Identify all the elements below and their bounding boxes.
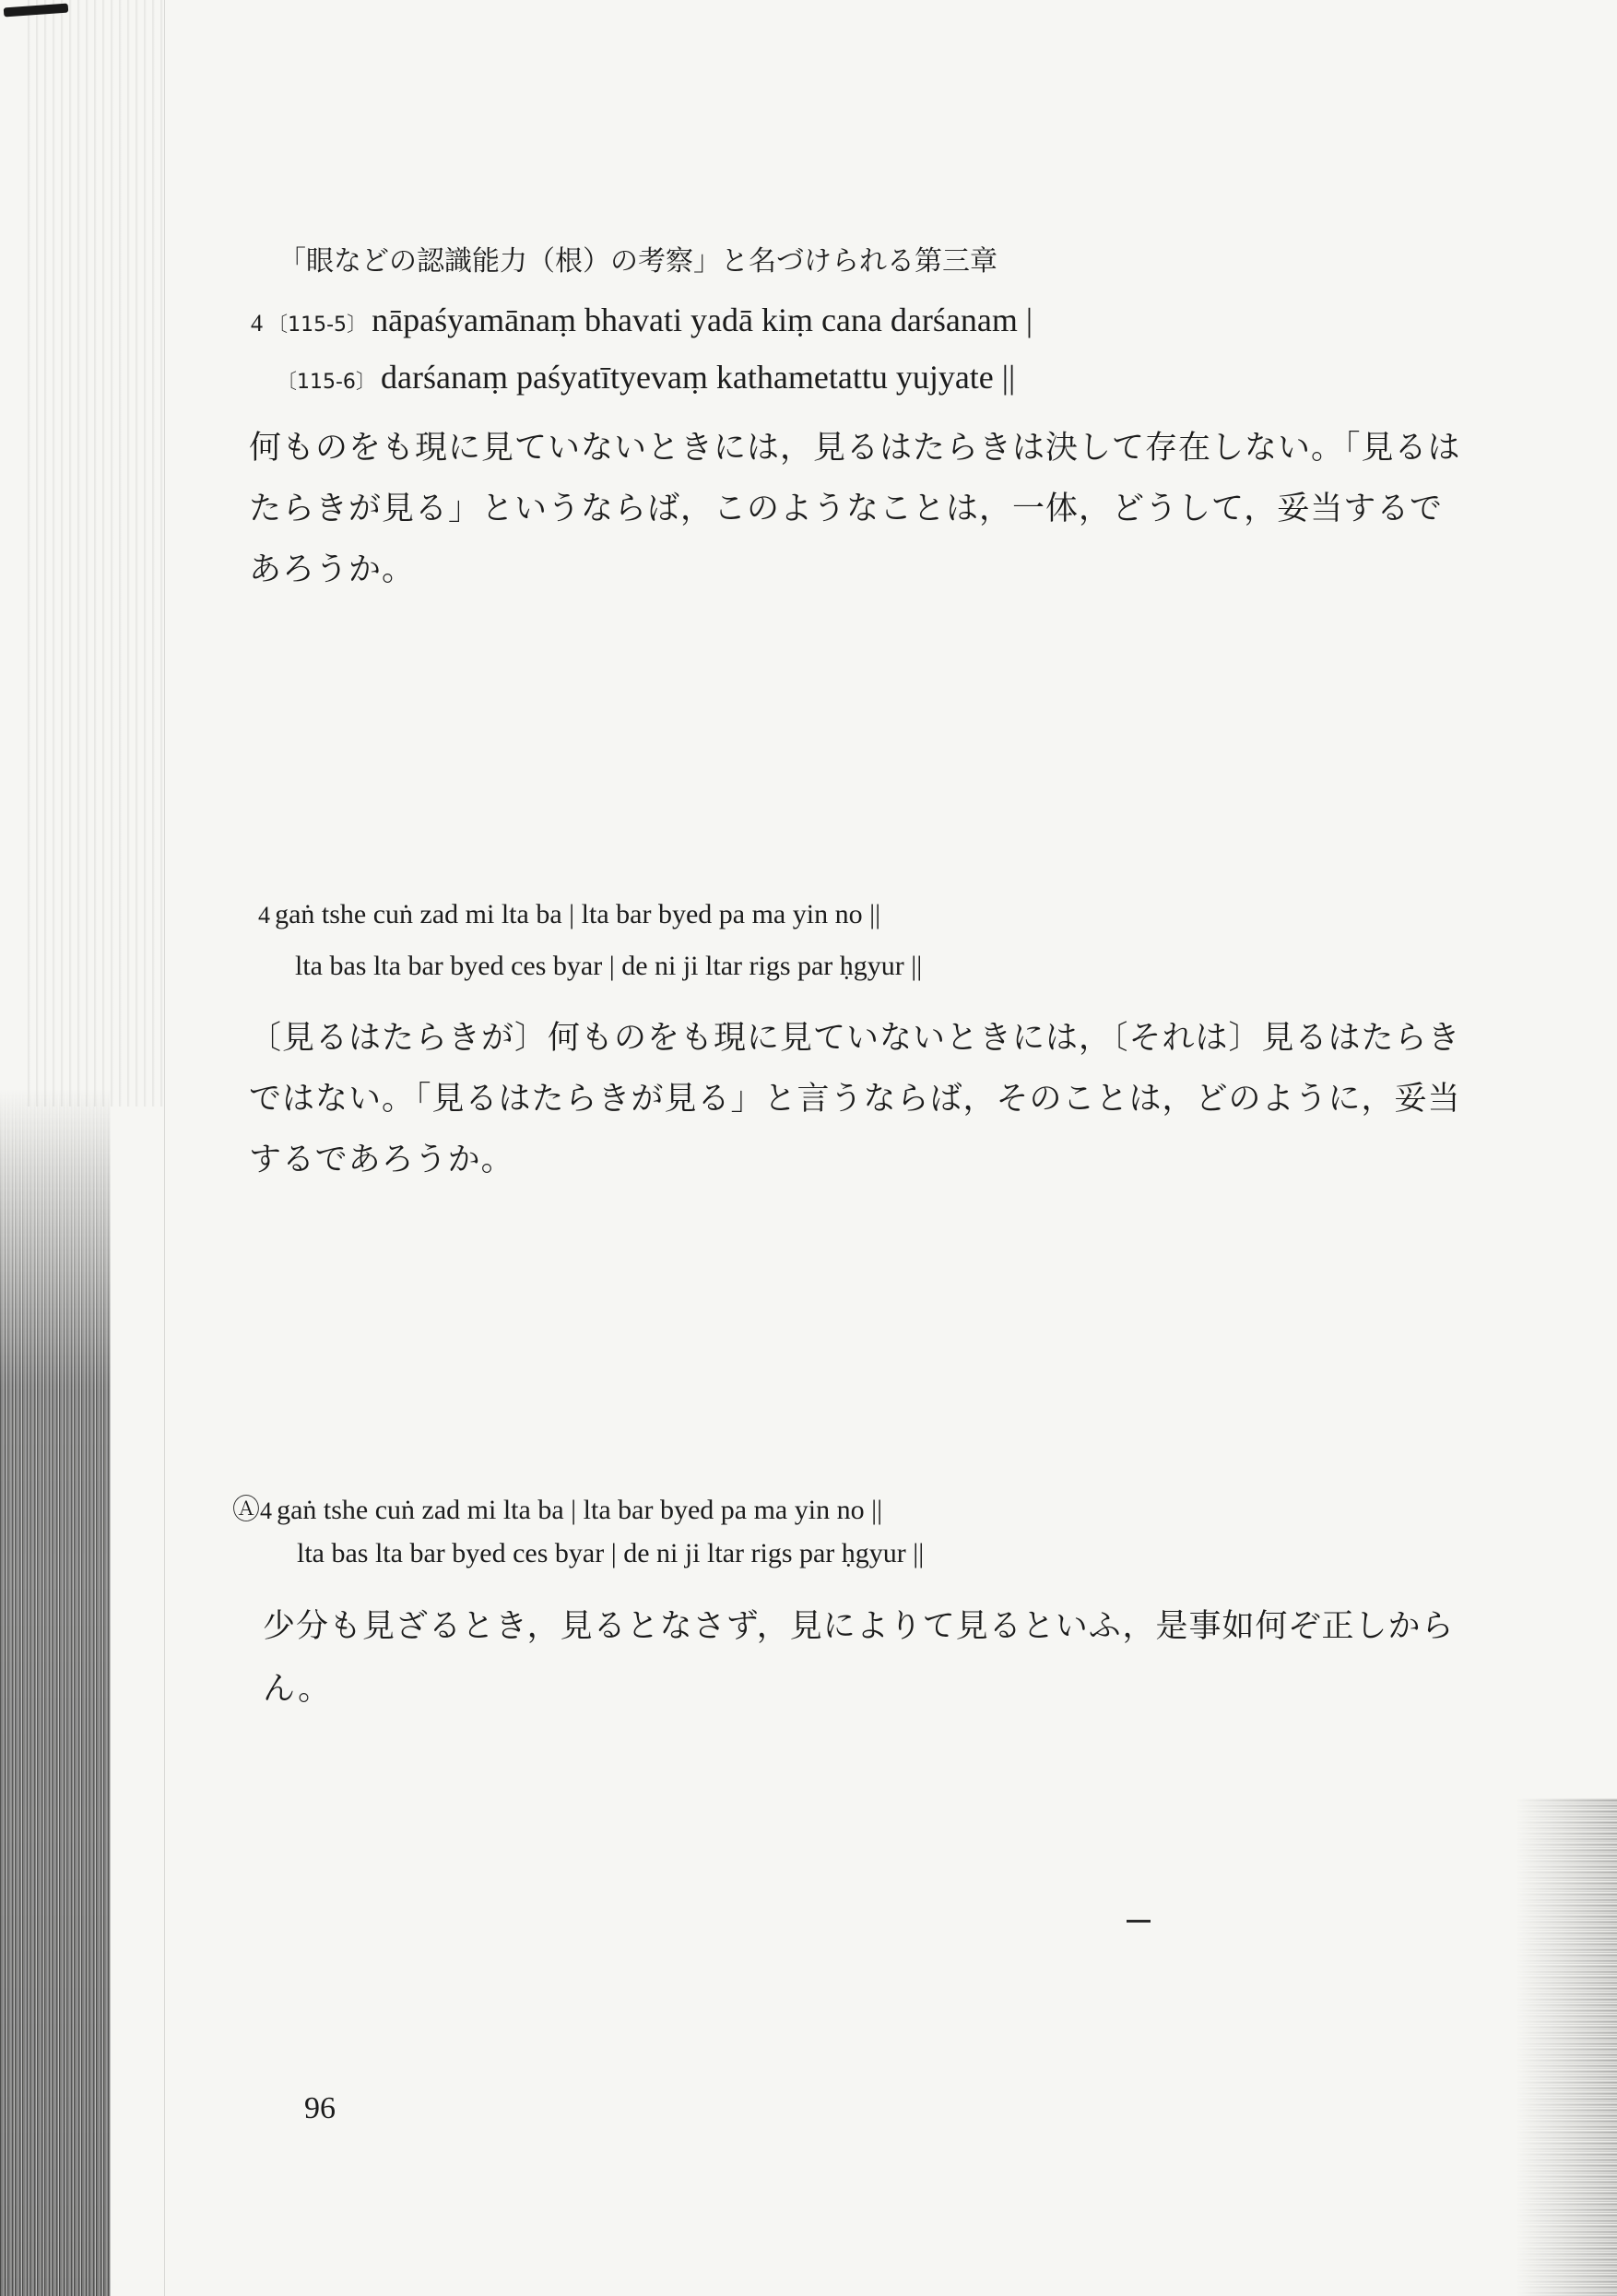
tibetan-verse-line-2: lta bas lta bar byed ces byar | de ni ji ltar rigs par ḥgyur || — [295, 951, 923, 981]
tibetan-translation-line-1: 〔見るはたらきが〕何ものをも現に見ていないときには，〔それは〕見るはたらき — [249, 1020, 1461, 1057]
akutobhaya-verse-line-2: lta bas lta bar byed ces byar | de ni ji ltar rigs par ḥgyur || — [297, 1538, 925, 1568]
page-number: 96 — [304, 2091, 336, 2125]
akutobhaya-translation-line-2: ん。 — [263, 1671, 332, 1708]
sanskrit-text: nāpaśyamānaṃ bhavati yadā kiṃ cana darśanam | — [372, 302, 1033, 338]
sanskrit-translation-line-3: あろうか。 — [249, 551, 416, 588]
verse-number: 4 — [258, 902, 270, 929]
akutobhaya-text: gaṅ tshe cuṅ zad mi lta ba | lta bar byed pa ma yin no || — [277, 1495, 883, 1525]
akutobhaya-marker: Ⓐ — [232, 1495, 260, 1525]
tibetan-verse-line-1 — [258, 899, 880, 930]
tibetan-translation-line-3: するであろうか。 — [249, 1142, 514, 1178]
scan-fold-line — [164, 0, 165, 2296]
akutobhaya-translation-line-1: 少分も見ざるとき，見るとなさず，見によりて見るといふ，是事如何ぞ正しから — [263, 1608, 1455, 1645]
tibetan-text: gaṅ tshe cuṅ zad mi lta ba | lta bar byed pa ma yin no || — [275, 899, 881, 929]
akutobhaya-verse-line-1 — [232, 1486, 882, 1527]
verse-reference: 〔115-6〕 — [277, 371, 376, 394]
sanskrit-translation-line-1: 何ものをも現に見ていないときには，見るはたらきは決して存在しない。「見るは — [249, 430, 1461, 467]
sanskrit-verse-line-2 — [277, 358, 1015, 396]
scan-binding-shadow — [28, 0, 166, 1107]
verse-number: 4 — [251, 310, 263, 337]
sanskrit-text: darśanaṃ paśyatītyevaṃ kathametattu yujyate || — [381, 359, 1016, 396]
scan-stray-mark — [1127, 1920, 1151, 1923]
scan-edge-noise — [1516, 1798, 1617, 2296]
verse-number: 4 — [260, 1497, 272, 1524]
chapter-heading: 「眼などの認識能力（根）の考察」と名づけられる第三章 — [278, 245, 997, 278]
sanskrit-translation-line-2: たらきが見る」というならば，このようなことは，一体，どうして，妥当するで — [249, 491, 1443, 527]
verse-reference: 〔115-5〕 — [267, 314, 368, 337]
scan-binding-edge — [0, 1088, 111, 2296]
tibetan-translation-line-2: ではない。「見るはたらきが見る」と言うならば，そのことは，どのように，妥当 — [249, 1081, 1461, 1118]
sanskrit-verse-line-1 — [251, 301, 1033, 339]
